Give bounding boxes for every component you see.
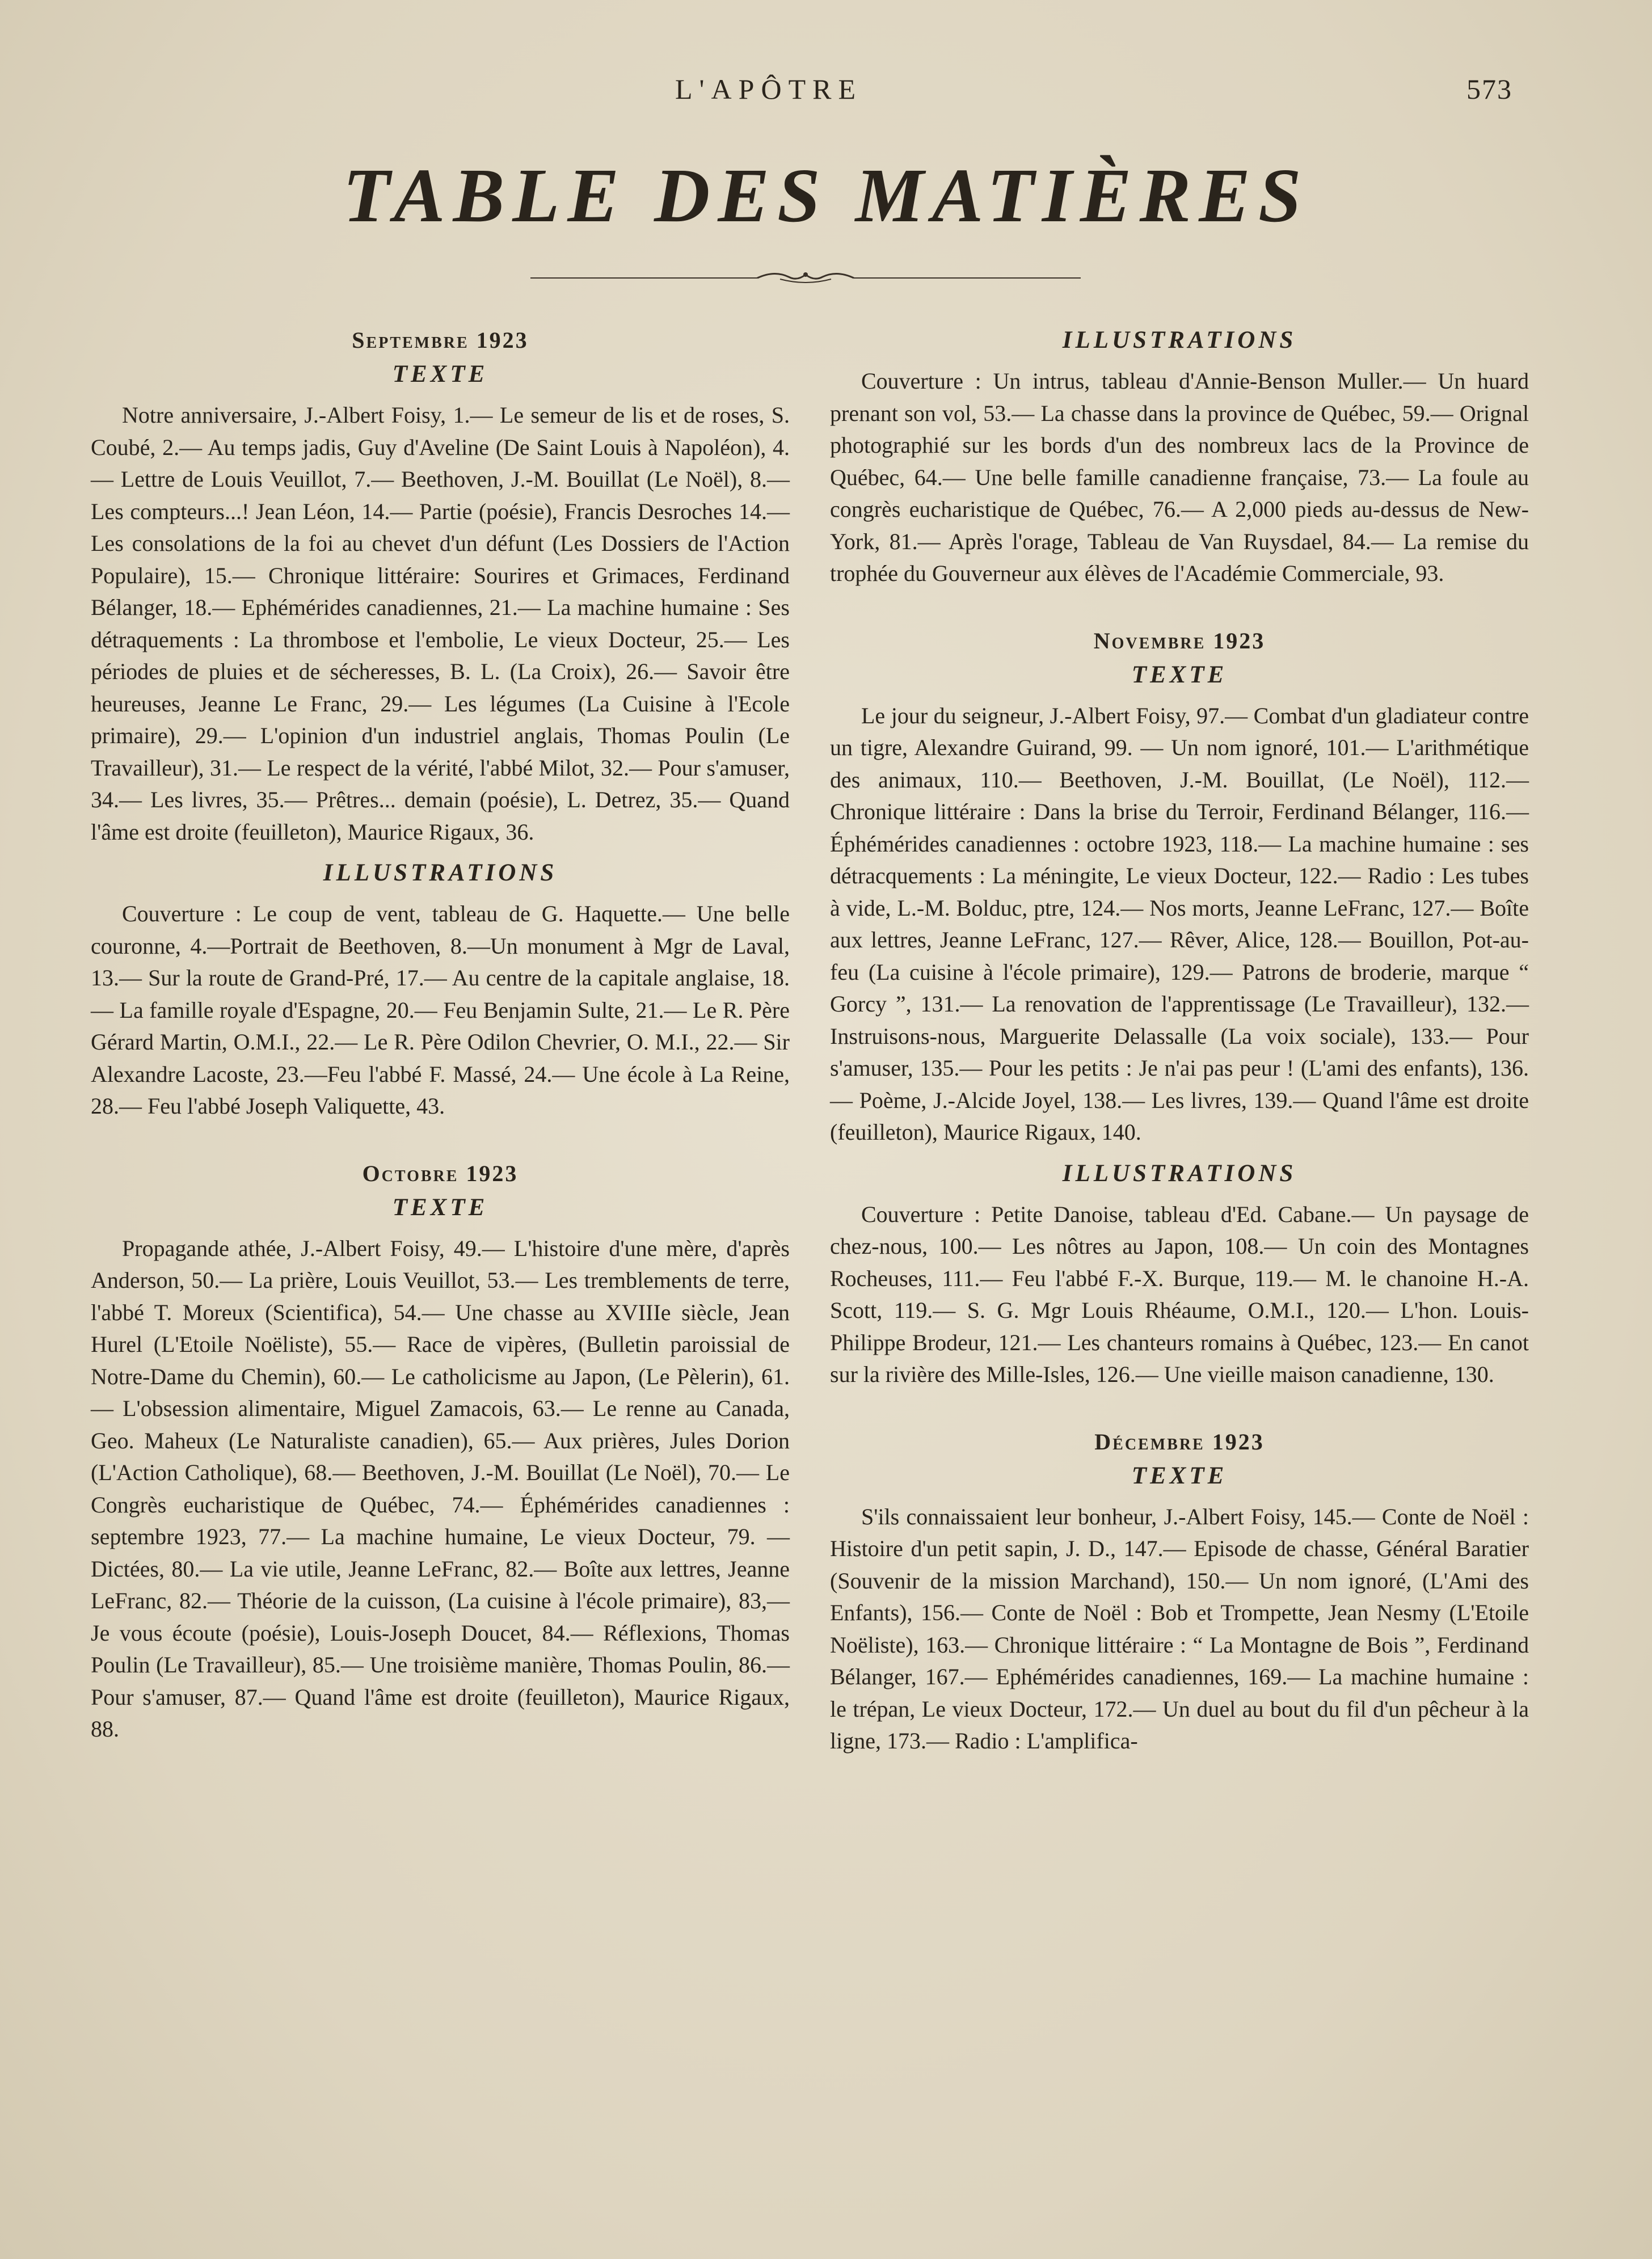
- texte-label: TEXTE: [1131, 1462, 1228, 1489]
- section-heading-october: Octobre 1923: [362, 1160, 519, 1186]
- page-number: 573: [1466, 73, 1512, 105]
- october-texte-entries: Propagande athée, J.-Albert Foisy, 49.— L'histoire d'une mère, d'après Anderson, 50.— La prière, Louis Veuillot, 53.— Les tremblements de terre, l'abbé T. Moreux (Scientifica), 54.— Une chasse au XVIIIe siècle, Jean Hurel (L'Etoile Noëliste), 55.— Race de vipères, (Bulletin paroissial de Notre-Dame du Chemin), 60.— Le catholicisme au Japon, (Le Pèlerin), 61.— L'obsession alimentaire, Miguel Zamacois, 63.— Le renne au Canada, Geo. Maheux (Le Naturaliste canadien), 65.— Aux prières, Jules Dorion (L'Action Catholique), 68.— Beethoven, J.-M. Bouillat (Le Noël), 70.— Le Congrès eucharistique de Québec, 74.— Éphémérides canadiennes : septembre 1923, 77.— La machine humaine, Le vieux Docteur, 79. — Dictées, 80.— La vie utile, Jeanne LeFranc, 82.— Boîte aux lettres, Jeanne LeFranc, 82.— Théorie de la cuisson, (La cuisine à l'école primaire), 83,— Je vous écoute (poésie), Louis-Joseph Doucet, 84.— Réflexions, Thomas Poulin (Le Travailleur), 85.— Une troisième manière, Thomas Poulin, 86.— Pour s'amuser, 87.— Quand l'âme est droite (feuilleton), Maurice Rigaux, 88.: [91, 1235, 790, 1742]
- texte-label: TEXTE: [392, 361, 488, 387]
- illustrations-label: ILLUSTRATIONS: [1062, 327, 1297, 353]
- left-column: [91, 323, 790, 1746]
- right-column: [830, 323, 1529, 1758]
- section-heading-november: Novembre 1923: [1093, 627, 1266, 654]
- november-texte-entries: Le jour du seigneur, J.-Albert Foisy, 97.— Combat d'un gladiateur contre un tigre, Alexandre Guirand, 99. — Un nom ignoré, 101.— L'arithmétique des animaux, 110.— Beethoven, J.-M. Bouillat, (Le Noël), 112.— Chronique littéraire : Dans la brise du Terroir, Ferdinand Bélanger, 116.— Éphémérides canadiennes : octobre 1923, 118.— La machine humaine : ses détracquements : La méningite, Le vieux Docteur, 122.— Radio : Les tubes à vide, L.-M. Bolduc, ptre, 124.— Nos morts, Jeanne LeFranc, 127.— Boîte aux lettres, Jeanne LeFranc, 127.— Rêver, Alice, 128.— Bouillon, Pot-au-feu (La cuisine à l'école primaire), 129.— Patrons de broderie, marque “ Gorcy ”, 131.— La renovation de l'apprentissage (Le Travailleur), 132.— Instruisons-nous, Marguerite Delassalle (La voix sociale), 133.— Pour s'amuser, 135.— Pour les petits : Je n'ai pas peur ! (L'ami des enfants), 136. — Poème, J.-Alcide Joyel, 138.— Les livres, 139.— Quand l'âme est droite (feuilleton), Maurice Rigaux, 140.: [830, 702, 1529, 1145]
- december-texte-entries: S'ils connaissaient leur bonheur, J.-Albert Foisy, 145.— Conte de Noël : Histoire d'un petit sapin, J. D., 147.— Episode de chasse, Général Baratier (Souvenir de la mission Marchand), 150.— Un nom ignoré, (L'Ami des Enfants), 156.— Conte de Noël : Bob et Trompette, Jean Nesmy (L'Etoile Noëliste), 163.— Chronique littéraire : “ La Montagne de Bois ”, Ferdinand Bélanger, 167.— Ephémérides canadiennes, 169.— La machine humaine : le trépan, Le vieux Docteur, 172.— Un duel au bout du fil d'un pêcheur à la ligne, 173.— Radio : L'amplifica-: [830, 1503, 1529, 1754]
- illustrations-label: ILLUSTRATIONS: [1062, 1160, 1297, 1187]
- october-illustrations-entries: Couverture : Un intrus, tableau d'Annie-Benson Muller.— Un huard prenant son vol, 53.— La chasse dans la province de Québec, 59.— Orignal photographié sur les bords d'un des nombreux lacs de la Province de Québec, 64.— Une belle famille canadienne française, 73.— La foule au congrès eucharistique de Québec, 76.— A 2,000 pieds au-dessus de New-York, 81.— Après l'orage, Tableau de Van Ruysdael, 84.— La remise du trophée du Gouverneur aux élèves de l'Académie Commerciale, 93.: [830, 368, 1529, 586]
- page-title: TABLE DES MATIÈRES: [343, 153, 1309, 238]
- section-heading-december: Décembre 1923: [1094, 1428, 1265, 1455]
- illustrations-label: ILLUSTRATIONS: [323, 859, 558, 886]
- september-illustrations-entries: Couverture : Le coup de vent, tableau de G. Haquette.— Une belle couronne, 4.—Portrait de Beethoven, 8.—Un monument à Mgr de Laval, 13.— Sur la route de Grand-Pré, 17.— Au centre de la capitale anglaise, 18.— La famille royale d'Espagne, 20.— Feu Benjamin Sulte, 21.— Le R. Père Gérard Martin, O.M.I., 22.— Le R. Père Odilon Chevrier, O. M.I., 22.— Sir Alexandre Lacoste, 23.—Feu l'abbé F. Massé, 24.— Une école à La Reine, 28.— Feu l'abbé Joseph Valiquette, 43.: [91, 901, 790, 1119]
- running-title: L'APÔTRE: [675, 73, 863, 105]
- texte-label: TEXTE: [392, 1194, 488, 1221]
- running-head: [0, 73, 1652, 107]
- texte-label: TEXTE: [1131, 661, 1228, 688]
- section-heading-september: Septembre 1923: [352, 327, 529, 353]
- decorative-ornament-icon: [530, 267, 1081, 289]
- september-texte-entries: Notre anniversaire, J.-Albert Foisy, 1.— Le semeur de lis et de roses, S. Coubé, 2.— Au temps jadis, Guy d'Aveline (De Saint Louis à Napoléon), 4.— Lettre de Louis Veuillot, 7.— Beethoven, J.-M. Bouillat (Le Noël), 8.— Les compteurs...! Jean Léon, 14.— Partie (poésie), Francis Desroches 14.— Les consolations de la foi au chevet d'un défunt (Les Dossiers de l'Action Populaire), 15.— Chronique littéraire: Sourires et Grimaces, Ferdinand Bélanger, 18.— Ephémérides canadiennes, 21.— La machine humaine : Ses détraquements : La thrombose et l'embolie, Le vieux Docteur, 25.— Les périodes de pluies et de sécheresses, B. L. (La Croix), 26.— Savoir être heureuses, Jeanne Le Franc, 29.— Les légumes (La Cuisine à l'Ecole primaire), 29.— L'opinion d'un industriel anglais, Thomas Poulin (Le Travailleur), 31.— Le respect de la vérité, l'abbé Milot, 32.— Pour s'amuser, 34.— Les livres, 35.— Prêtres... demain (poésie), L. Detrez, 35.— Quand l'âme est droite (feuilleton), Maurice Rigaux, 36.: [91, 402, 790, 845]
- november-illustrations-entries: Couverture : Petite Danoise, tableau d'Ed. Cabane.— Un paysage de chez-nous, 100.— Les nôtres au Japon, 108.— Un coin des Montagnes Rocheuses, 111.— Feu l'abbé F.-X. Burque, 119.— M. le chanoine H.-A. Scott, 119.— S. G. Mgr Louis Rhéaume, O.M.I., 120.— L'hon. Louis-Philippe Brodeur, 121.— Les chanteurs romains à Québec, 123.— En canot sur la rivière des Mille-Isles, 126.— Une vieille maison canadienne, 130.: [830, 1201, 1529, 1387]
